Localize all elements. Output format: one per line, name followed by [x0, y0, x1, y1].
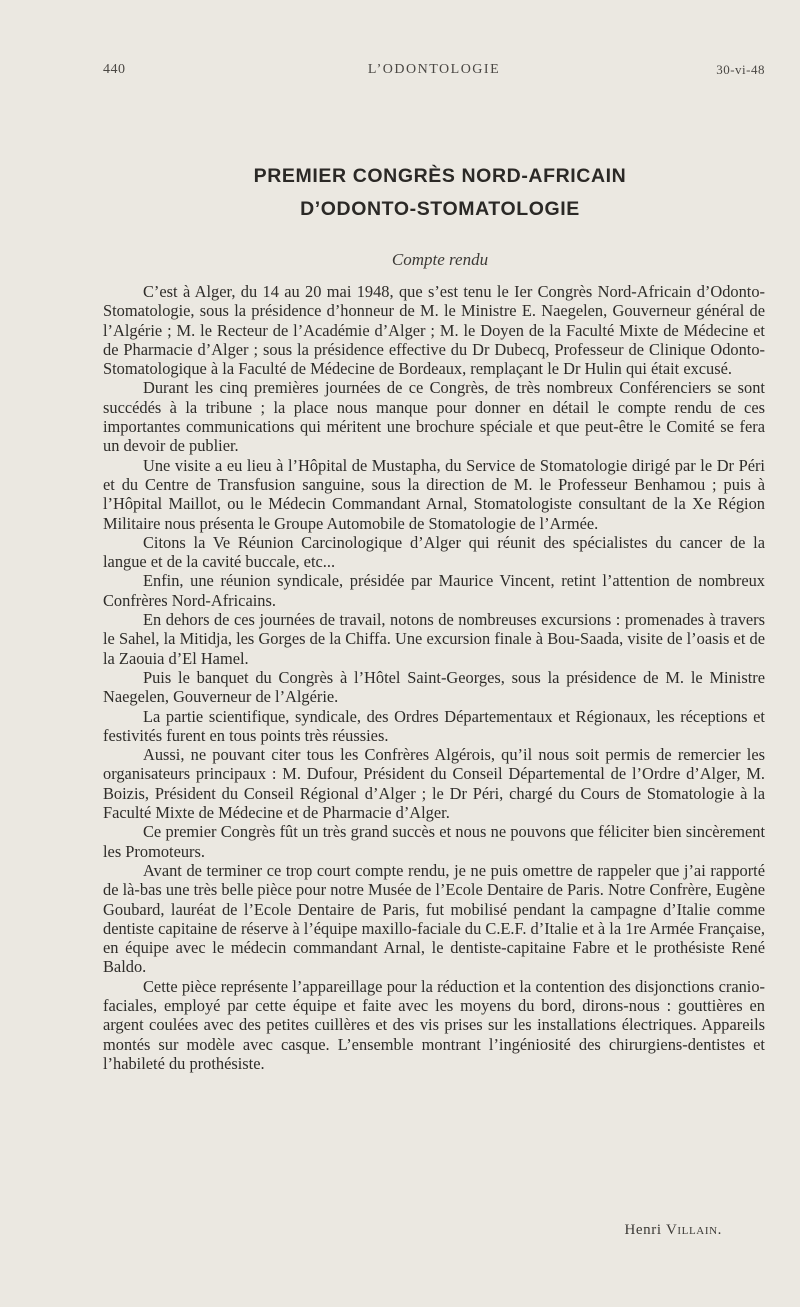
paragraph: Cette pièce représente l’appareillage pour la réduction et la contention des disjonctions cranio-faciales, employé par cette équipe et faite avec les moyens du bord, dirons-nous : gouttières en argent coulées avec des petites cuillères et des vis prises sur les installations électriques. Appareils montés sur modèle avec casque. L’ensemble montrant l’ingéniosité des chirurgiens-dentistes et l’habileté du prothésiste. [103, 976, 765, 1073]
author-first-name: Henri [624, 1222, 662, 1238]
paragraph: Puis le banquet du Congrès à l’Hôtel Saint-Georges, sous la présidence de M. le Ministre Naegelen, Gouverneur de l’Algérie. [103, 667, 765, 707]
paragraph: C’est à Alger, du 14 au 20 mai 1948, que s’est tenu le Ier Congrès Nord-Africain d’Odonto-Stomatologie, sous la présidence d’honneur de M. le Ministre E. Naegelen, Gouverneur général de l’Algérie ; M. le Recteur de l’Académie d’Alger ; M. le Doyen de la Faculté Mixte de Médecine et de Pharmacie d’Alger ; sous la présidence effective du Dr Dubecq, Professeur de Clinique Odonto-Stomatologique à la Faculté de Médecine de Bordeaux, remplaçant le Dr Hulin qui était excusé. [103, 282, 765, 379]
article-title-line-2: D’ODONTO-STOMATOLOGIE [300, 198, 580, 220]
paragraph: La partie scientifique, syndicale, des Ordres Départementaux et Régionaux, les réceptions et festivités furent en tous points très réussies. [103, 706, 765, 745]
paragraph: Avant de terminer ce trop court compte rendu, je ne puis omettre de rappeler que j’ai rapporté de là-bas une très belle pièce pour notre Musée de l’Ecole Dentaire de Paris. Notre Confrère, Eugène Goubard, lauréat de l’Ecole Dentaire de Paris, fut mobilisé pendant la campagne d’Italie comme dentiste capitaine de réserve à l’équipe maxillo-faciale du C.E.F. d’Italie et à la 1re Armée Française, en équipe avec le médecin commandant Arnal, le dentiste-capitaine Fabre et le prothésiste René Baldo. [103, 860, 765, 977]
paragraph: Citons la Ve Réunion Carcinologique d’Alger qui réunit des spécialistes du cancer de la langue et de la cavité buccale, etc... [103, 532, 765, 572]
issue-date: 30-vi-48 [716, 62, 765, 77]
article-title-line-1: PREMIER CONGRÈS NORD-AFRICAIN [253, 165, 627, 187]
author-last-name: Villain. [665, 1222, 722, 1238]
paragraph: En dehors de ces journées de travail, notons de nombreuses excursions : promenades à travers le Sahel, la Mitidja, les Gorges de la Chiffa. Une excursion finale à Bou-Saada, visite de l’oasis et de la Zaouia d’El Hamel. [103, 610, 765, 668]
paragraph: Durant les cinq premières journées de ce Congrès, de très nombreux Conférenciers se sont succédés à la tribune ; la place nous manque pour donner en détail le compte rendu de ces importantes communications qui méritent une brochure spéciale et que peut-être le Comité se fera un devoir de publier. [103, 378, 765, 456]
author-signature [624, 1222, 722, 1239]
paragraph: Enfin, une réunion syndicale, présidée par Maurice Vincent, retint l’attention de nombreux Confrères Nord-Africains. [103, 571, 765, 610]
article-body [103, 282, 765, 1073]
page-number: 440 [103, 62, 126, 77]
paragraph: Une visite a eu lieu à l’Hôpital de Mustapha, du Service de Stomatologie dirigé par le Dr Péri et du Centre de Transfusion sanguine, sous la direction de M. le Professeur Benhamou ; puis à l’Hôpital Maillot, ou le Médecin Commandant Arnal, Stomatologiste consultant de la Xe Région Militaire nous présenta le Groupe Automobile de Stomatologie de l’Armée. [103, 455, 765, 533]
paragraph: Ce premier Congrès fût un très grand succès et nous ne pouvons que féliciter bien sincèrement les Promoteurs. [103, 822, 765, 861]
article-title [100, 160, 780, 226]
article-subtitle: Compte rendu [391, 250, 489, 269]
paragraph: Aussi, ne pouvant citer tous les Confrères Algérois, qu’il nous soit permis de remercier les organisateurs principaux : M. Dufour, Président du Conseil Départemental de l’Ordre d’Alger, M. Boizis, Président du Conseil Régional d’Alger ; le Dr Péri, chargé du Cours de Stomatologie à la Faculté Mixte de Médecine et de Pharmacie d’Alger. [103, 745, 765, 823]
journal-title: L’ODONTOLOGIE [367, 62, 501, 77]
